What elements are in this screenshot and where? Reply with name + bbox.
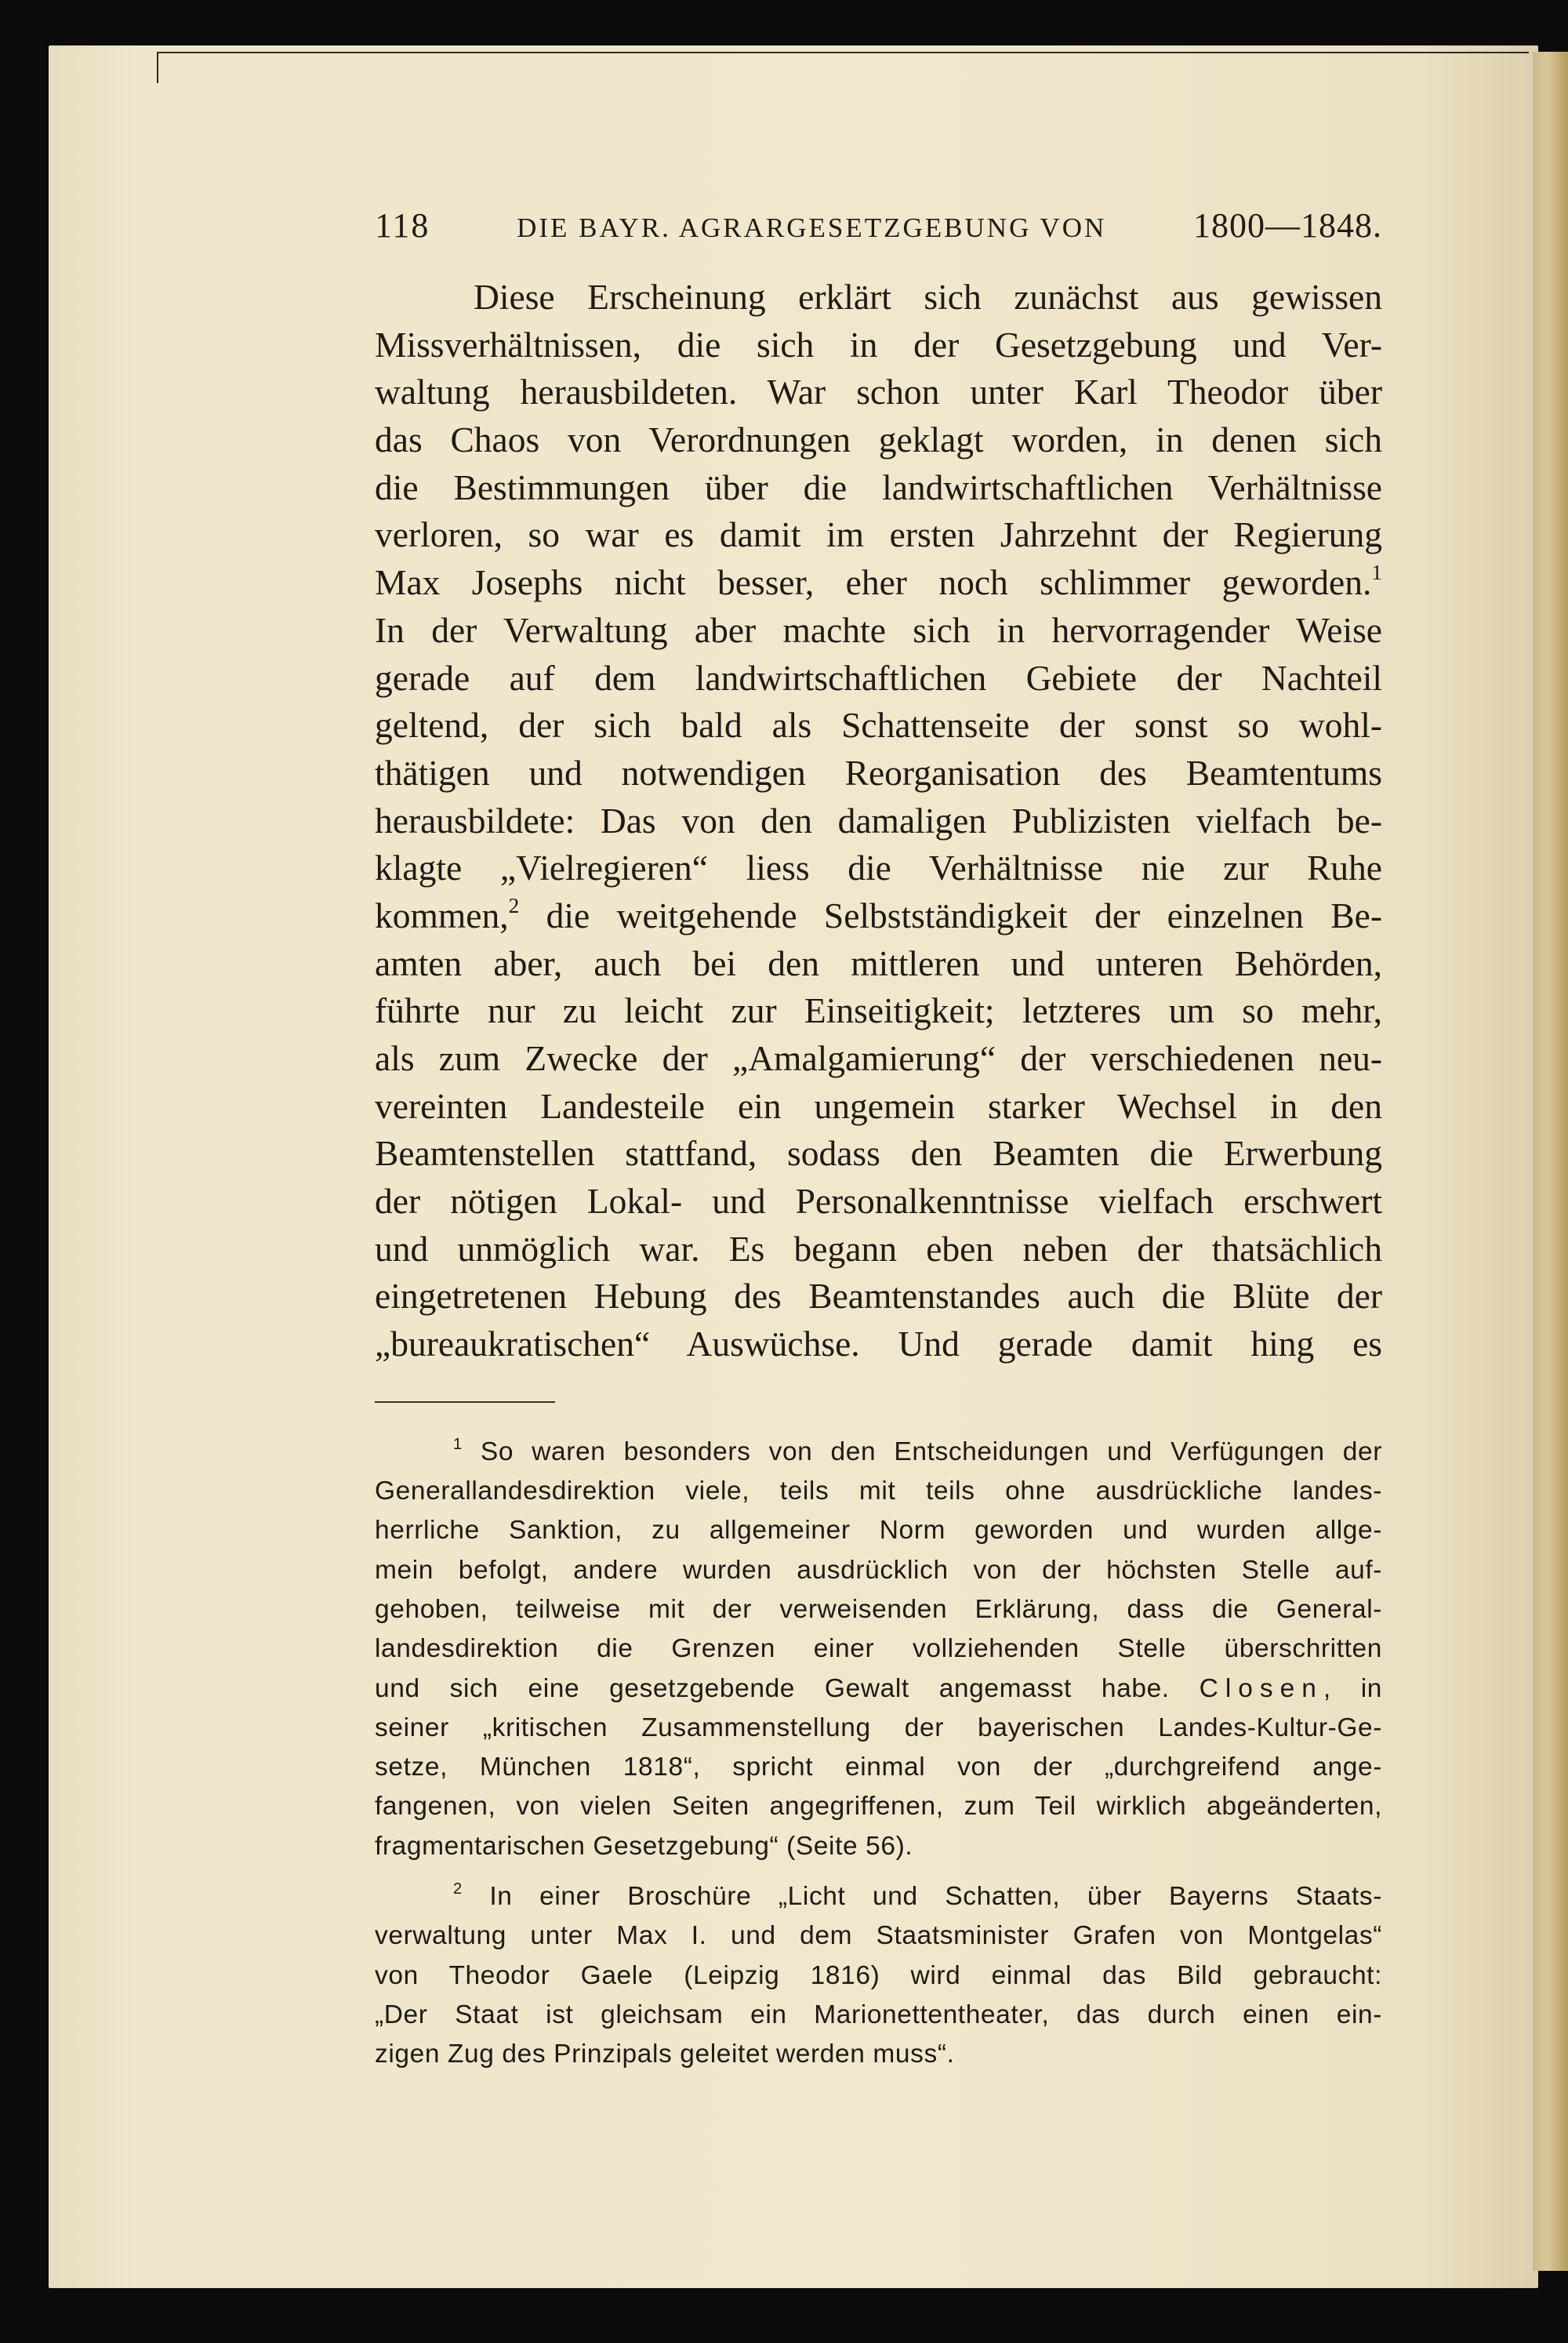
page-edge bbox=[1533, 52, 1568, 2271]
body-line-text: die weitgehende Selbstständigkeit der einzelnen Be- bbox=[519, 895, 1382, 935]
footnote-line: landesdirektion die Grenzen einer vollziehenden Stelle überschritten bbox=[375, 1634, 1382, 1664]
page-number: 118 bbox=[375, 206, 430, 245]
footnote-marker-2: 2 bbox=[453, 1880, 463, 1898]
body-line: Diese Erscheinung erklärt sich zunächst aus gewissen bbox=[474, 277, 1382, 317]
scan-border-left bbox=[157, 52, 158, 83]
body-line-text: Max Josephs nicht besser, eher noch schlimmer geworden. bbox=[375, 562, 1372, 603]
body-line: vereinten Landesteile ein ungemein starker Wechsel in den bbox=[375, 1085, 1382, 1126]
running-title: DIE BAYR. AGRARGESETZGEBUNG VON bbox=[517, 213, 1107, 243]
footnote-marker-1: 1 bbox=[453, 1435, 463, 1453]
body-line: In der Verwaltung aber machte sich in hervorragender Weise bbox=[375, 609, 1382, 650]
footnote-line-text: , in bbox=[1323, 1673, 1382, 1703]
scan-border-top bbox=[157, 52, 1529, 53]
footnote-line: von Theodor Gaele (Leipzig 1816) wird einmal das Bild gebraucht: bbox=[375, 1960, 1382, 1990]
author-name: Closen bbox=[1199, 1673, 1323, 1703]
body-line: verloren, so war es damit im ersten Jahrzehnt der Regierung bbox=[375, 514, 1382, 555]
footnote-line: herrliche Sanktion, zu allgemeiner Norm geworden und wurden allge- bbox=[375, 1516, 1382, 1546]
body-line: amten aber, auch bei den mittleren und unteren Behörden, bbox=[375, 943, 1382, 983]
footnote-line-text: So waren besonders von den Entscheidungen und Verfügungen der bbox=[462, 1437, 1382, 1466]
footnote-line: gehoben, teilweise mit der verweisenden Erklärung, dass die General- bbox=[375, 1595, 1382, 1624]
body-line: gerade auf dem landwirtschaftlichen Gebiete der Nachteil bbox=[375, 657, 1382, 698]
body-line: klagte „Vielregieren“ liess die Verhältnisse nie zur Ruhe bbox=[375, 848, 1382, 888]
body-line: Missverhältnissen, die sich in der Gesetzgebung und Ver- bbox=[375, 324, 1382, 365]
footnote-line bbox=[375, 1433, 1382, 1472]
body-line bbox=[375, 892, 1382, 940]
body-line: thätigen und notwendigen Reorganisation des Beamtentums bbox=[375, 752, 1382, 793]
footnote-separator bbox=[375, 1401, 555, 1403]
footnote-line: Generallandesdirektion viele, teils mit teils ohne ausdrückliche landes- bbox=[375, 1477, 1382, 1506]
footnote-line-text: und sich eine gesetzgebende Gewalt angemasst habe. bbox=[375, 1673, 1170, 1703]
footnote-ref-2: 2 bbox=[508, 893, 520, 917]
footnote-line: fangenen, von vielen Seiten angegriffenen, zum Teil wirklich abgeänderten, bbox=[375, 1792, 1382, 1822]
footnote-ref-1: 1 bbox=[1371, 561, 1382, 585]
body-line: eingetretenen Hebung des Beamtenstandes auch die Blüte der bbox=[375, 1276, 1382, 1317]
footnote-line: zigen Zug des Prinzipals geleitet werden muss“. bbox=[375, 2040, 955, 2069]
footnote-line: setze, München 1818“, spricht einmal von der „durchgreifend ange- bbox=[375, 1753, 1382, 1782]
body-line: die Bestimmungen über die landwirtschaftlichen Verhältnisse bbox=[375, 467, 1382, 507]
footnote-2 bbox=[375, 1877, 1382, 2074]
footnote-line bbox=[375, 1669, 1382, 1709]
footnote-line: mein befolgt, andere wurden ausdrücklich von der höchsten Stelle auf- bbox=[375, 1555, 1382, 1585]
footnote-1 bbox=[375, 1433, 1382, 1866]
footnote-line: verwaltung unter Max I. und dem Staatsminister Grafen von Montgelas“ bbox=[375, 1921, 1382, 1951]
footnote-line bbox=[375, 1877, 1382, 1916]
body-line: führte nur zu leicht zur Einseitigkeit; letzteres um so mehr, bbox=[375, 990, 1382, 1031]
body-line: und unmöglich war. Es begann eben neben der thatsächlich bbox=[375, 1228, 1382, 1269]
running-title-years: 1800—1848. bbox=[1193, 206, 1382, 245]
body-line: der nötigen Lokal- und Personalkenntnisse vielfach erschwert bbox=[375, 1181, 1382, 1222]
footnote-line: fragmentarischen Gesetzgebung“ (Seite 56). bbox=[375, 1831, 913, 1861]
body-line-text: kommen, bbox=[375, 895, 509, 935]
footnote-gap bbox=[375, 1866, 1382, 1877]
body-text bbox=[375, 274, 1382, 1368]
body-line: als zum Zwecke der „Amalgamierung“ der verschiedenen neu- bbox=[375, 1038, 1382, 1078]
footnote-line: seiner „kritischen Zusammenstellung der bayerischen Landes-Kultur-Ge- bbox=[375, 1713, 1382, 1742]
body-line: „bureaukratischen“ Auswüchse. Und gerade damit hing es bbox=[375, 1324, 1382, 1364]
body-line: waltung herausbildeten. War schon unter Karl Theodor über bbox=[375, 372, 1382, 412]
body-line: herausbildete: Das von den damaligen Publizisten vielfach be- bbox=[375, 800, 1382, 841]
body-line: geltend, der sich bald als Schattenseite der sonst so wohl- bbox=[375, 705, 1382, 746]
text-block bbox=[375, 205, 1382, 2075]
footnote-line-text: In einer Broschüre „Licht und Schatten, über Bayerns Staats- bbox=[462, 1882, 1382, 1912]
page-header bbox=[375, 205, 1382, 245]
footnote-line: „Der Staat ist gleichsam ein Marionettentheater, das durch einen ein- bbox=[375, 2000, 1382, 2029]
body-line bbox=[375, 559, 1382, 607]
body-line: das Chaos von Verordnungen geklagt worden, in denen sich bbox=[375, 420, 1382, 460]
body-line: Beamtenstellen stattfand, sodass den Beamten die Erwerbung bbox=[375, 1133, 1382, 1174]
